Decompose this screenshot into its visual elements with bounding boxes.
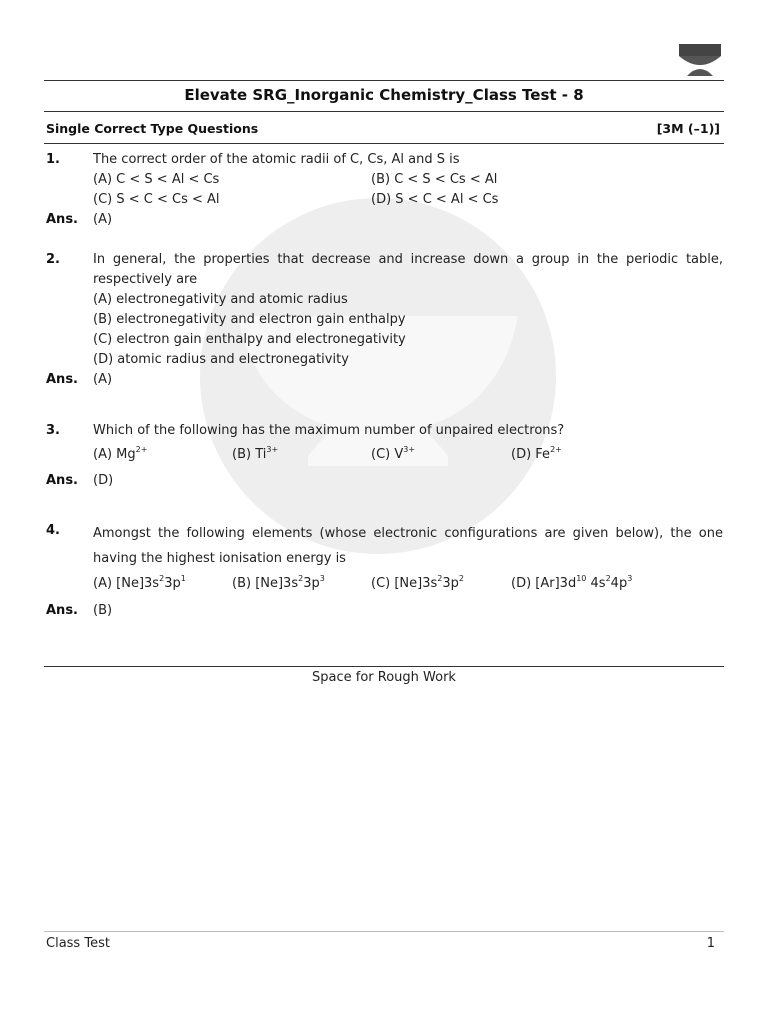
option-c: (C) $[Ne]3s^23p^2$ [371,574,464,591]
answer-label: Ans. [46,473,78,488]
brand-logo-icon [679,44,721,76]
option-c: (C) $V^{3+}$ [371,445,416,462]
option-c: (C) S < C < Cs < Al [93,192,220,207]
option-a: (A) C < S < Al < Cs [93,172,220,187]
option-d: (D) S < C < Al < Cs [371,192,499,207]
question-text: The correct order of the atomic radii of C, Cs, Al and S is [93,152,460,167]
question-number: 4. [46,523,60,538]
answer-value: (A) [93,212,113,227]
marking-scheme: [3M (–1)] [656,121,720,136]
option-a: (A) electronegativity and atomic radius [93,292,348,307]
answer-value: (D) [93,473,114,488]
footer-label: Class Test [46,936,110,951]
header-rule-bottom [44,111,724,112]
answer-value: (A) [93,372,113,387]
option-d: (D) $Fe^{2+}$ [511,445,562,462]
header-rule-top [44,80,724,81]
rough-work-label: Space for Rough Work [312,670,456,685]
answer-value: (B) [93,603,113,618]
section-heading: Single Correct Type Questions [46,121,259,136]
option-d: (D) $[Ar]3d^{10}$ $4s^24p^3$ [511,574,633,591]
question-text: Amongst the following elements (whose electronic configurations are given below), the one having the highest ionisation energy is [93,526,723,566]
option-b: (B) electronegativity and electron gain enthalpy [93,312,406,327]
question-text: Which of the following has the maximum number of unpaired electrons? [93,423,565,438]
option-c: (C) electron gain enthalpy and electronegativity [93,332,406,347]
answer-label: Ans. [46,603,78,618]
option-b: (B) $[Ne]3s^23p^3$ [232,574,325,591]
question-text: In general, the properties that decrease and increase down a group in the periodic table, respectively are [93,252,723,287]
option-a: (A) $[Ne]3s^23p^1$ [93,574,186,591]
question-number: 1. [46,152,60,167]
section-rule [44,143,724,144]
option-b: (B) $Ti^{3+}$ [232,445,279,462]
answer-label: Ans. [46,212,78,227]
page-title: Elevate SRG_Inorganic Chemistry_Class Test - 8 [184,86,584,104]
rough-work-rule [44,666,724,667]
option-a: (A) $Mg^{2+}$ [93,445,148,462]
option-b: (B) C < S < Cs < Al [371,172,498,187]
page-number: 1 [706,936,715,951]
question-number: 2. [46,252,60,267]
footer-rule [44,931,724,932]
answer-label: Ans. [46,372,78,387]
option-d: (D) atomic radius and electronegativity [93,352,349,367]
question-number: 3. [46,423,60,438]
